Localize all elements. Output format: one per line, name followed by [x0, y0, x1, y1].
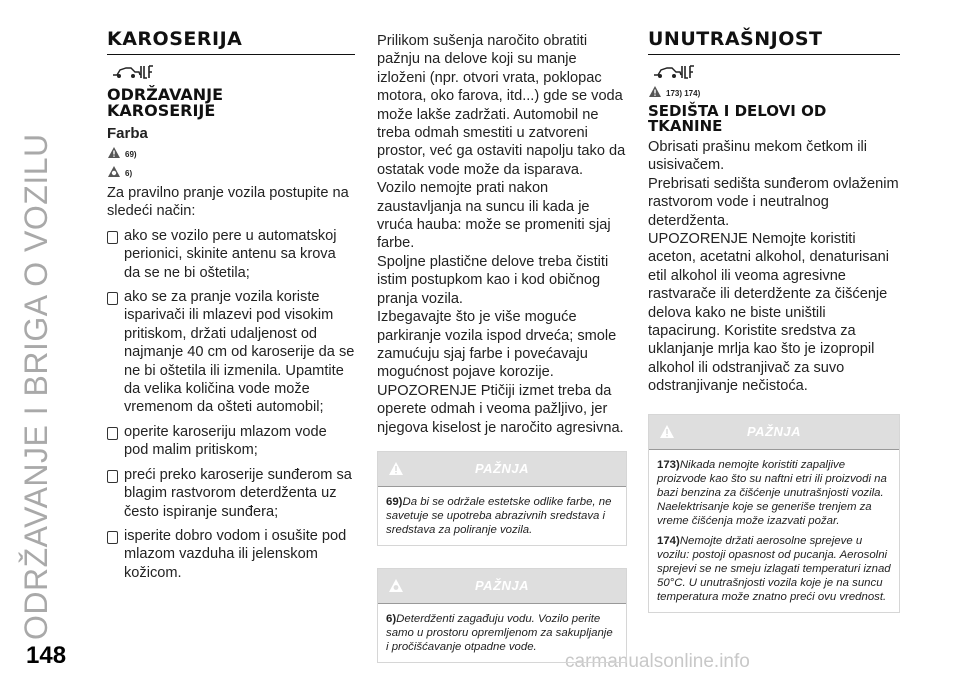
warning-triangle-icon [107, 146, 121, 159]
reference-warning: 173) 174) [648, 85, 900, 98]
environment-icon [107, 165, 121, 178]
reference-warning: 69) [107, 146, 355, 159]
paragraph: Obrisati prašinu mekom četkom ili usisivačem. [648, 139, 867, 174]
environment-icon [388, 578, 404, 594]
list-item: ako se za pranje vozila koriste isparivači ili mlazevi pod visokim pritiskom, držati udaljenost od najmanje 40 cm od karoserije da se ne bi oštetila ili izmenila. Upamtite da velika količina vode može vremenom da ošteti automobil; [107, 288, 355, 417]
warning-entry: 173)Nikada nemojte koristiti zapaljive proizvode kao što su naftni etri ili proizvodi na bazi benzina za čišćenje unutrašnjosti vozila. Naelektrisanje koje se generiše trenjem za vreme čišćenja može izazvati požar. [657, 458, 887, 527]
warning-box-173-174 [648, 414, 900, 613]
bullet-icon [107, 427, 118, 440]
paragraph: UPOZORENJE Ptičiji izmet treba da operete odmah i veoma pažljivo, jer njegova kiselost je naročito agresivna. [377, 382, 624, 436]
intro-text: Za pravilno pranje vozila postupite na sledeći način: [107, 185, 349, 220]
subsection-title: ODRŽAVANJE KAROSERIJE [107, 85, 224, 120]
warning-triangle-icon [388, 461, 404, 477]
car-icon [652, 63, 696, 81]
warning-box-6 [377, 568, 627, 663]
column-unutrasnjost [648, 28, 900, 613]
car-icon [111, 63, 155, 81]
section-title-karoserija: KAROSERIJA [107, 28, 355, 55]
list-item: isperite dobro vodom i osušite pod mlazom vazduha ili jelenskom kožicom. [107, 527, 355, 582]
warning-header: PAŽNJA [378, 452, 626, 486]
warning-header: PAŽNJA [649, 415, 899, 449]
warning-body: 69)Da bi se održale estetske odlike farbe, ne savetuje se upotreba abrazivnih sredstava i sredstava za poliranje vozila. [378, 486, 626, 545]
paragraph: Spoljne plastične delove treba čistiti istim postupkom kao i kod običnog pranja vozila. [377, 253, 609, 307]
paragraph: Prebrisati sedišta sunđerom ovlaženim rastvorom vode i neutralnog deterdženta. [648, 175, 899, 229]
warning-triangle-icon [659, 424, 675, 440]
page-number: 148 [26, 642, 67, 669]
bullet-icon [107, 470, 118, 483]
warning-body: 6)Deterdženti zagađuju vodu. Vozilo perite samo u prostoru opremljenom za sakupljanje i pročišćavanje otpadne vode. [378, 603, 626, 662]
column-karoserija [107, 28, 355, 582]
list-item: ako se vozilo pere u automatskoj perionici, skinite antenu sa krova da se ne bi oštetila; [107, 227, 355, 282]
paragraph: Prilikom sušenja naročito obratiti pažnju na delove koji su manje izloženi (npr. otvori vrata, poklopac motora, oko farova, itd...) gde se voda može lakše zadržati. Automobil ne treba odmah smestiti u zatvoreni prostor, već ga ostaviti napolju tako da ostatak vode može da isparava. [377, 33, 626, 178]
warning-entry: 174)Nemojte držati aerosolne sprejeve u vozilu: postoji opasnost od pucanja. Aerosolni sprejevi se ne smeju izlagati temperaturi iznad 50°C. U unutrašnjosti vozila koje je na suncu temperatura može znatno preći ovu vrednost. [657, 534, 891, 603]
subsection-title: SEDIŠTA I DELOVI OD TKANINE [648, 102, 827, 135]
reference-environment: 6) [107, 165, 355, 178]
bullet-icon [107, 292, 118, 305]
minor-title-farba: Farba [107, 125, 148, 142]
bullet-icon [107, 531, 118, 544]
paragraph: UPOZORENJE Nemojte koristiti aceton, acetatni alkohol, denaturisani etil alkohol ili veoma agresivne rastvarače ili deterdžente za čišćenje delova kako ne biste uništili tapacirung. Koristite sredstva za uklanjanje mrlja kao što je izopropil alkohol ili odstranjivač za suvo odstranjivanje nečistoća. [648, 231, 889, 395]
watermark: carmanualsonline.info [565, 651, 750, 672]
list-item: preći preko karoserije sunđerom sa blagim rastvorom deterdženta uz često ispiranje sunđera; [107, 466, 355, 521]
paragraph: Vozilo nemojte prati nakon zaustavljanja na suncu ili kada je vruća hauba: može se promeniti sjaj farbe. [377, 180, 611, 252]
warning-triangle-icon [648, 85, 662, 98]
section-title-unutrasnjost: UNUTRAŠNJOST [648, 28, 900, 55]
paragraph: Izbegavajte što je više moguće parkiranje vozila ispod drveća; smole zamućuju sjaj farbe i povećavaju mogućnost pojave korozije. [377, 309, 617, 381]
warning-body [649, 449, 899, 612]
side-chapter-title: ODRŽAVANJE I BRIGA O VOZILU [18, 133, 54, 640]
bullet-icon [107, 231, 118, 244]
warning-header: PAŽNJA [378, 569, 626, 603]
list-item: operite karoseriju mlazom vode pod malim pritiskom; [107, 423, 355, 460]
warning-box-69 [377, 451, 627, 546]
column-continued [377, 32, 627, 663]
